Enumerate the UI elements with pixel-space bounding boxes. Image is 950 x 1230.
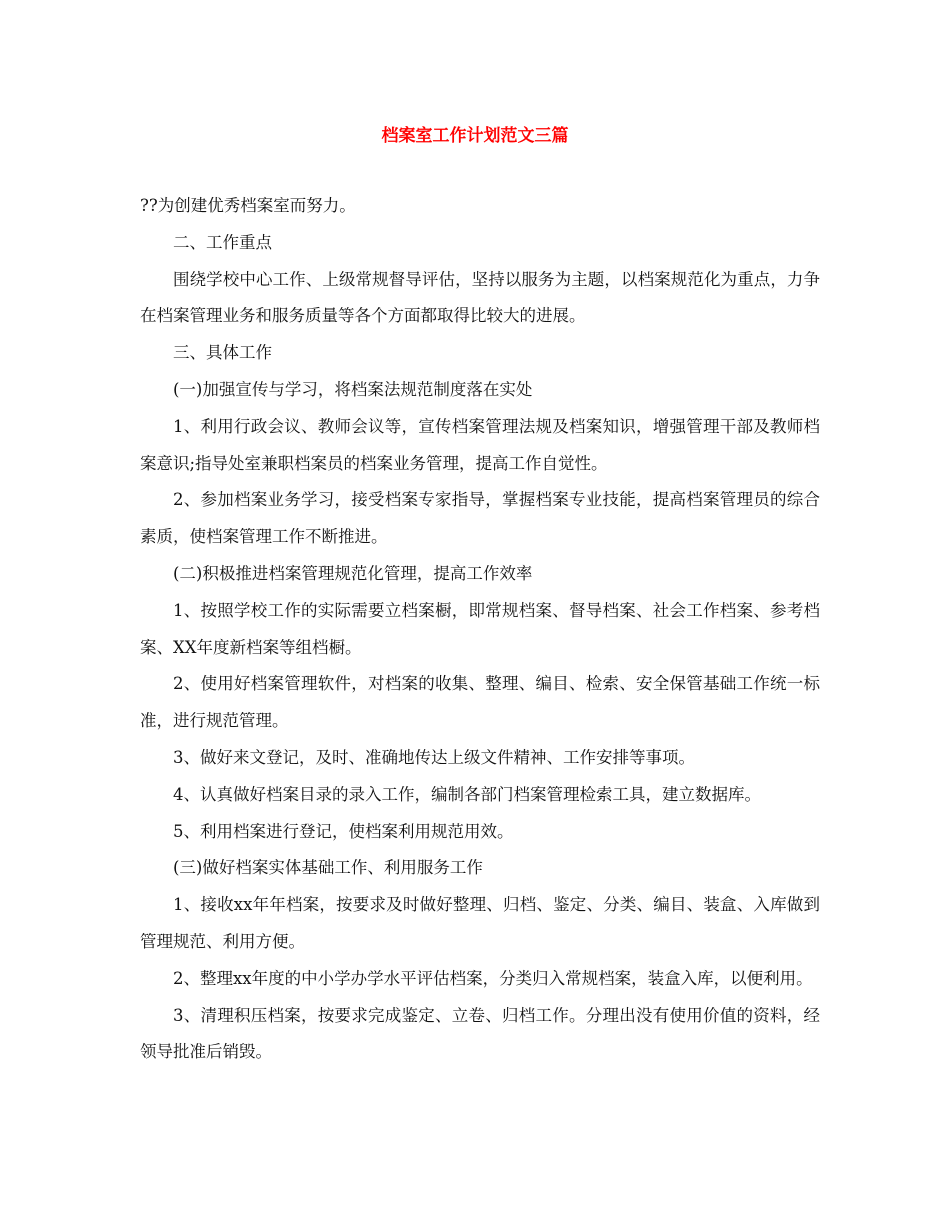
- list-item: 2、使用好档案管理软件，对档案的收集、整理、编目、检索、安全保管基础工作统一标准，进行规范管理。: [140, 674, 820, 731]
- document-title: 档案室工作计划范文三篇: [381, 126, 569, 146]
- section-heading: 三、具体工作: [173, 343, 272, 363]
- list-item: 1、接收xx年年档案，按要求及时做好整理、归档、鉴定、分类、编目、装盒、入库做到管理规范、利用方便。: [140, 895, 820, 951]
- subsection-heading: (三)做好档案实体基础工作、利用服务工作: [173, 858, 483, 878]
- list-item: 1、按照学校工作的实际需要立档案橱，即常规档案、督导档案、社会工作档案、参考档案、XX年度新档案等组档橱。: [140, 600, 820, 657]
- list-item: 3、做好来文登记，及时、准确地传达上级文件精神、工作安排等事项。: [173, 747, 695, 767]
- subsection-heading: (二)积极推进档案管理规范化管理，提高工作效率: [173, 563, 533, 583]
- list-item: 2、整理xx年度的中小学办学水平评估档案，分类归入常规档案，装盒入库，以便利用。: [173, 968, 813, 988]
- document-body: [140, 188, 820, 1071]
- list-item: 2、参加档案业务学习，接受档案专家指导，掌握档案专业技能，提高档案管理员的综合素质，使档案管理工作不断推进。: [140, 490, 820, 547]
- list-item: 1、利用行政会议、教师会议等，宣传档案管理法规及档案知识，增强管理干部及教师档案意识;指导处室兼职档案员的档案业务管理，提高工作自觉性。: [140, 416, 820, 473]
- list-item: 4、认真做好档案目录的录入工作，编制各部门档案管理检索工具，建立数据库。: [173, 784, 761, 804]
- section-heading: 二、工作重点: [173, 232, 272, 252]
- paragraph: ??为创建优秀档案室而努力。: [140, 196, 356, 215]
- subsection-heading: (一)加强宣传与学习，将档案法规范制度落在实处: [173, 379, 533, 399]
- paragraph: 围绕学校中心工作、上级常规督导评估，坚持以服务为主题，以档案规范化为重点，力争在档案管理业务和服务质量等各个方面都取得比较大的进展。: [140, 269, 820, 326]
- list-item: 5、利用档案进行登记，使档案利用规范用效。: [173, 821, 514, 841]
- list-item: 3、清理积压档案，按要求完成鉴定、立卷、归档工作。分理出没有使用价值的资料，经领导批准后销毁。: [140, 1005, 820, 1062]
